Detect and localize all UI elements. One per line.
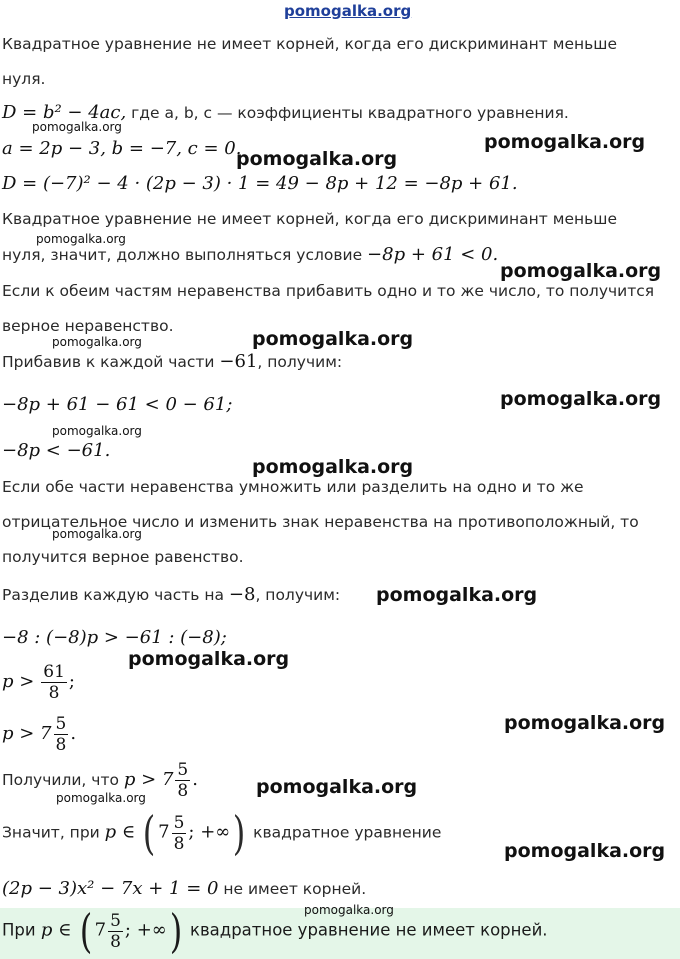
watermark: pomogalka.org bbox=[32, 120, 122, 134]
text-line-14: отрицательное число и изменить знак неравенства на противоположный, то bbox=[2, 513, 639, 531]
condition-text: нуля, значит, должно выполняться условие bbox=[2, 246, 368, 264]
watermark: pomogalka.org bbox=[52, 527, 142, 541]
watermark: pomogalka.org bbox=[504, 712, 666, 734]
fraction-denominator: 8 bbox=[55, 735, 67, 755]
answer-line bbox=[2, 904, 548, 958]
watermark: pomogalka.org bbox=[128, 648, 290, 670]
equation-line bbox=[2, 878, 366, 899]
fraction-denominator: 8 bbox=[173, 833, 185, 854]
equation-formula: (2p − 3)x² − 7x + 1 = 0 bbox=[2, 878, 219, 899]
inequality-step-3-formula: −8 : (−8)p > −61 : (−8); bbox=[2, 627, 227, 648]
step-5-tail: . bbox=[70, 723, 77, 744]
divide-tail: , получим: bbox=[255, 586, 341, 604]
condition-line bbox=[2, 244, 498, 265]
text-line-15: получится верное равенство. bbox=[2, 548, 244, 566]
coefficients-text: где a, b, c — коэффициенты квадратного уравнения. bbox=[126, 104, 569, 122]
close-paren: ) bbox=[232, 806, 246, 860]
inequality-step-3 bbox=[2, 627, 227, 648]
formula-discriminant: D = b² − 4ac, bbox=[2, 102, 127, 123]
add-line bbox=[2, 351, 342, 372]
answer-text: При bbox=[2, 920, 41, 940]
open-paren: ( bbox=[142, 806, 156, 860]
add-text: Прибавив к каждой части bbox=[2, 353, 220, 371]
add-value: −61 bbox=[219, 351, 258, 372]
answer-tail: квадратное уравнение не имеет корней. bbox=[184, 920, 548, 940]
fraction-denominator: 8 bbox=[177, 781, 189, 801]
inequality-step-2 bbox=[2, 440, 110, 461]
watermark: pomogalka.org bbox=[236, 148, 398, 170]
watermark: pomogalka.org bbox=[484, 131, 646, 153]
step-4-lhs: p > bbox=[2, 671, 35, 692]
answer-int: 7 bbox=[94, 919, 107, 941]
fraction-numerator: 5 bbox=[110, 910, 121, 931]
fraction-numerator: 5 bbox=[55, 714, 67, 734]
result-tail: . bbox=[192, 769, 198, 790]
answer-lhs: p ∈ bbox=[40, 919, 72, 941]
fraction-numerator: 61 bbox=[43, 662, 65, 682]
inequality-step-1-formula: −8p + 61 − 61 < 0 − 61; bbox=[2, 394, 233, 415]
fraction-61-8 bbox=[41, 662, 67, 703]
text-line-9: верное неравенство. bbox=[2, 317, 174, 335]
fraction-denominator: 8 bbox=[110, 931, 121, 952]
watermark: pomogalka.org bbox=[504, 840, 666, 862]
discriminant-calc: D = (−7)² − 4 · (2p − 3) · 1 = 49 − 8p + 12 = −8p + 61. bbox=[2, 173, 518, 194]
fraction-numerator: 5 bbox=[173, 812, 185, 833]
open-paren: ( bbox=[79, 904, 92, 958]
fraction-5-8 bbox=[172, 813, 187, 854]
interval-line bbox=[2, 806, 442, 860]
watermark: pomogalka.org bbox=[252, 456, 414, 478]
text-line-2: нуля. bbox=[2, 70, 46, 88]
equation-tail: не имеет корней. bbox=[218, 880, 367, 898]
result-lhs: p > 7 bbox=[123, 769, 174, 790]
condition-formula: −8p + 61 < 0. bbox=[367, 244, 499, 265]
text-line-13: Если обе части неравенства умножить или разделить на одно и то же bbox=[2, 478, 584, 496]
inequality-step-1 bbox=[2, 394, 232, 415]
watermark: pomogalka.org bbox=[500, 260, 662, 282]
site-header-link[interactable]: pomogalka.org bbox=[284, 2, 412, 20]
watermark: pomogalka.org bbox=[252, 328, 414, 350]
close-paren: ) bbox=[169, 904, 183, 958]
fraction-denominator: 8 bbox=[48, 683, 60, 703]
result-text: Получили, что bbox=[2, 771, 124, 789]
text-line-8: Если к обеим частям неравенства прибавить одно и то же число, то получится bbox=[2, 282, 655, 300]
watermark: pomogalka.org bbox=[52, 424, 142, 438]
coefficients-line bbox=[2, 138, 241, 159]
watermark: pomogalka.org bbox=[376, 584, 538, 606]
fraction-5-8 bbox=[108, 911, 123, 952]
discriminant-calc-line bbox=[2, 173, 518, 194]
interval-text: Значит, при bbox=[2, 823, 105, 842]
interval-int: 7 bbox=[158, 821, 170, 843]
interval-tail: квадратное уравнение bbox=[248, 823, 442, 842]
inequality-step-2-formula: −8p < −61. bbox=[2, 440, 111, 461]
watermark: pomogalka.org bbox=[304, 903, 394, 917]
text-line-1: Квадратное уравнение не имеет корней, когда его дискриминант меньше bbox=[2, 35, 617, 53]
watermark: pomogalka.org bbox=[52, 335, 142, 349]
coefficients-formula: a = 2p − 3, b = −7, c = 0. bbox=[2, 138, 242, 159]
step-4-tail: ; bbox=[68, 671, 75, 692]
step-5-lhs: p > 7 bbox=[2, 723, 52, 744]
add-tail: , получим: bbox=[257, 353, 343, 371]
inequality-step-4 bbox=[2, 662, 75, 703]
inequality-step-5 bbox=[2, 714, 76, 755]
interval-lhs: p ∈ bbox=[104, 821, 136, 843]
divide-value: −8 bbox=[228, 584, 256, 605]
fraction-numerator: 5 bbox=[177, 760, 189, 780]
watermark: pomogalka.org bbox=[36, 232, 126, 246]
watermark: pomogalka.org bbox=[256, 776, 418, 798]
text-line-6: Квадратное уравнение не имеет корней, когда его дискриминант меньше bbox=[2, 210, 617, 228]
watermark: pomogalka.org bbox=[56, 791, 146, 805]
divide-line bbox=[2, 584, 340, 605]
divide-text: Разделив каждую часть на bbox=[2, 586, 229, 604]
answer-rest: ; +∞ bbox=[124, 919, 167, 941]
fraction-5-8 bbox=[175, 760, 190, 801]
interval-rest: ; +∞ bbox=[188, 821, 231, 843]
watermark: pomogalka.org bbox=[500, 388, 662, 410]
fraction-5-8 bbox=[54, 714, 69, 755]
